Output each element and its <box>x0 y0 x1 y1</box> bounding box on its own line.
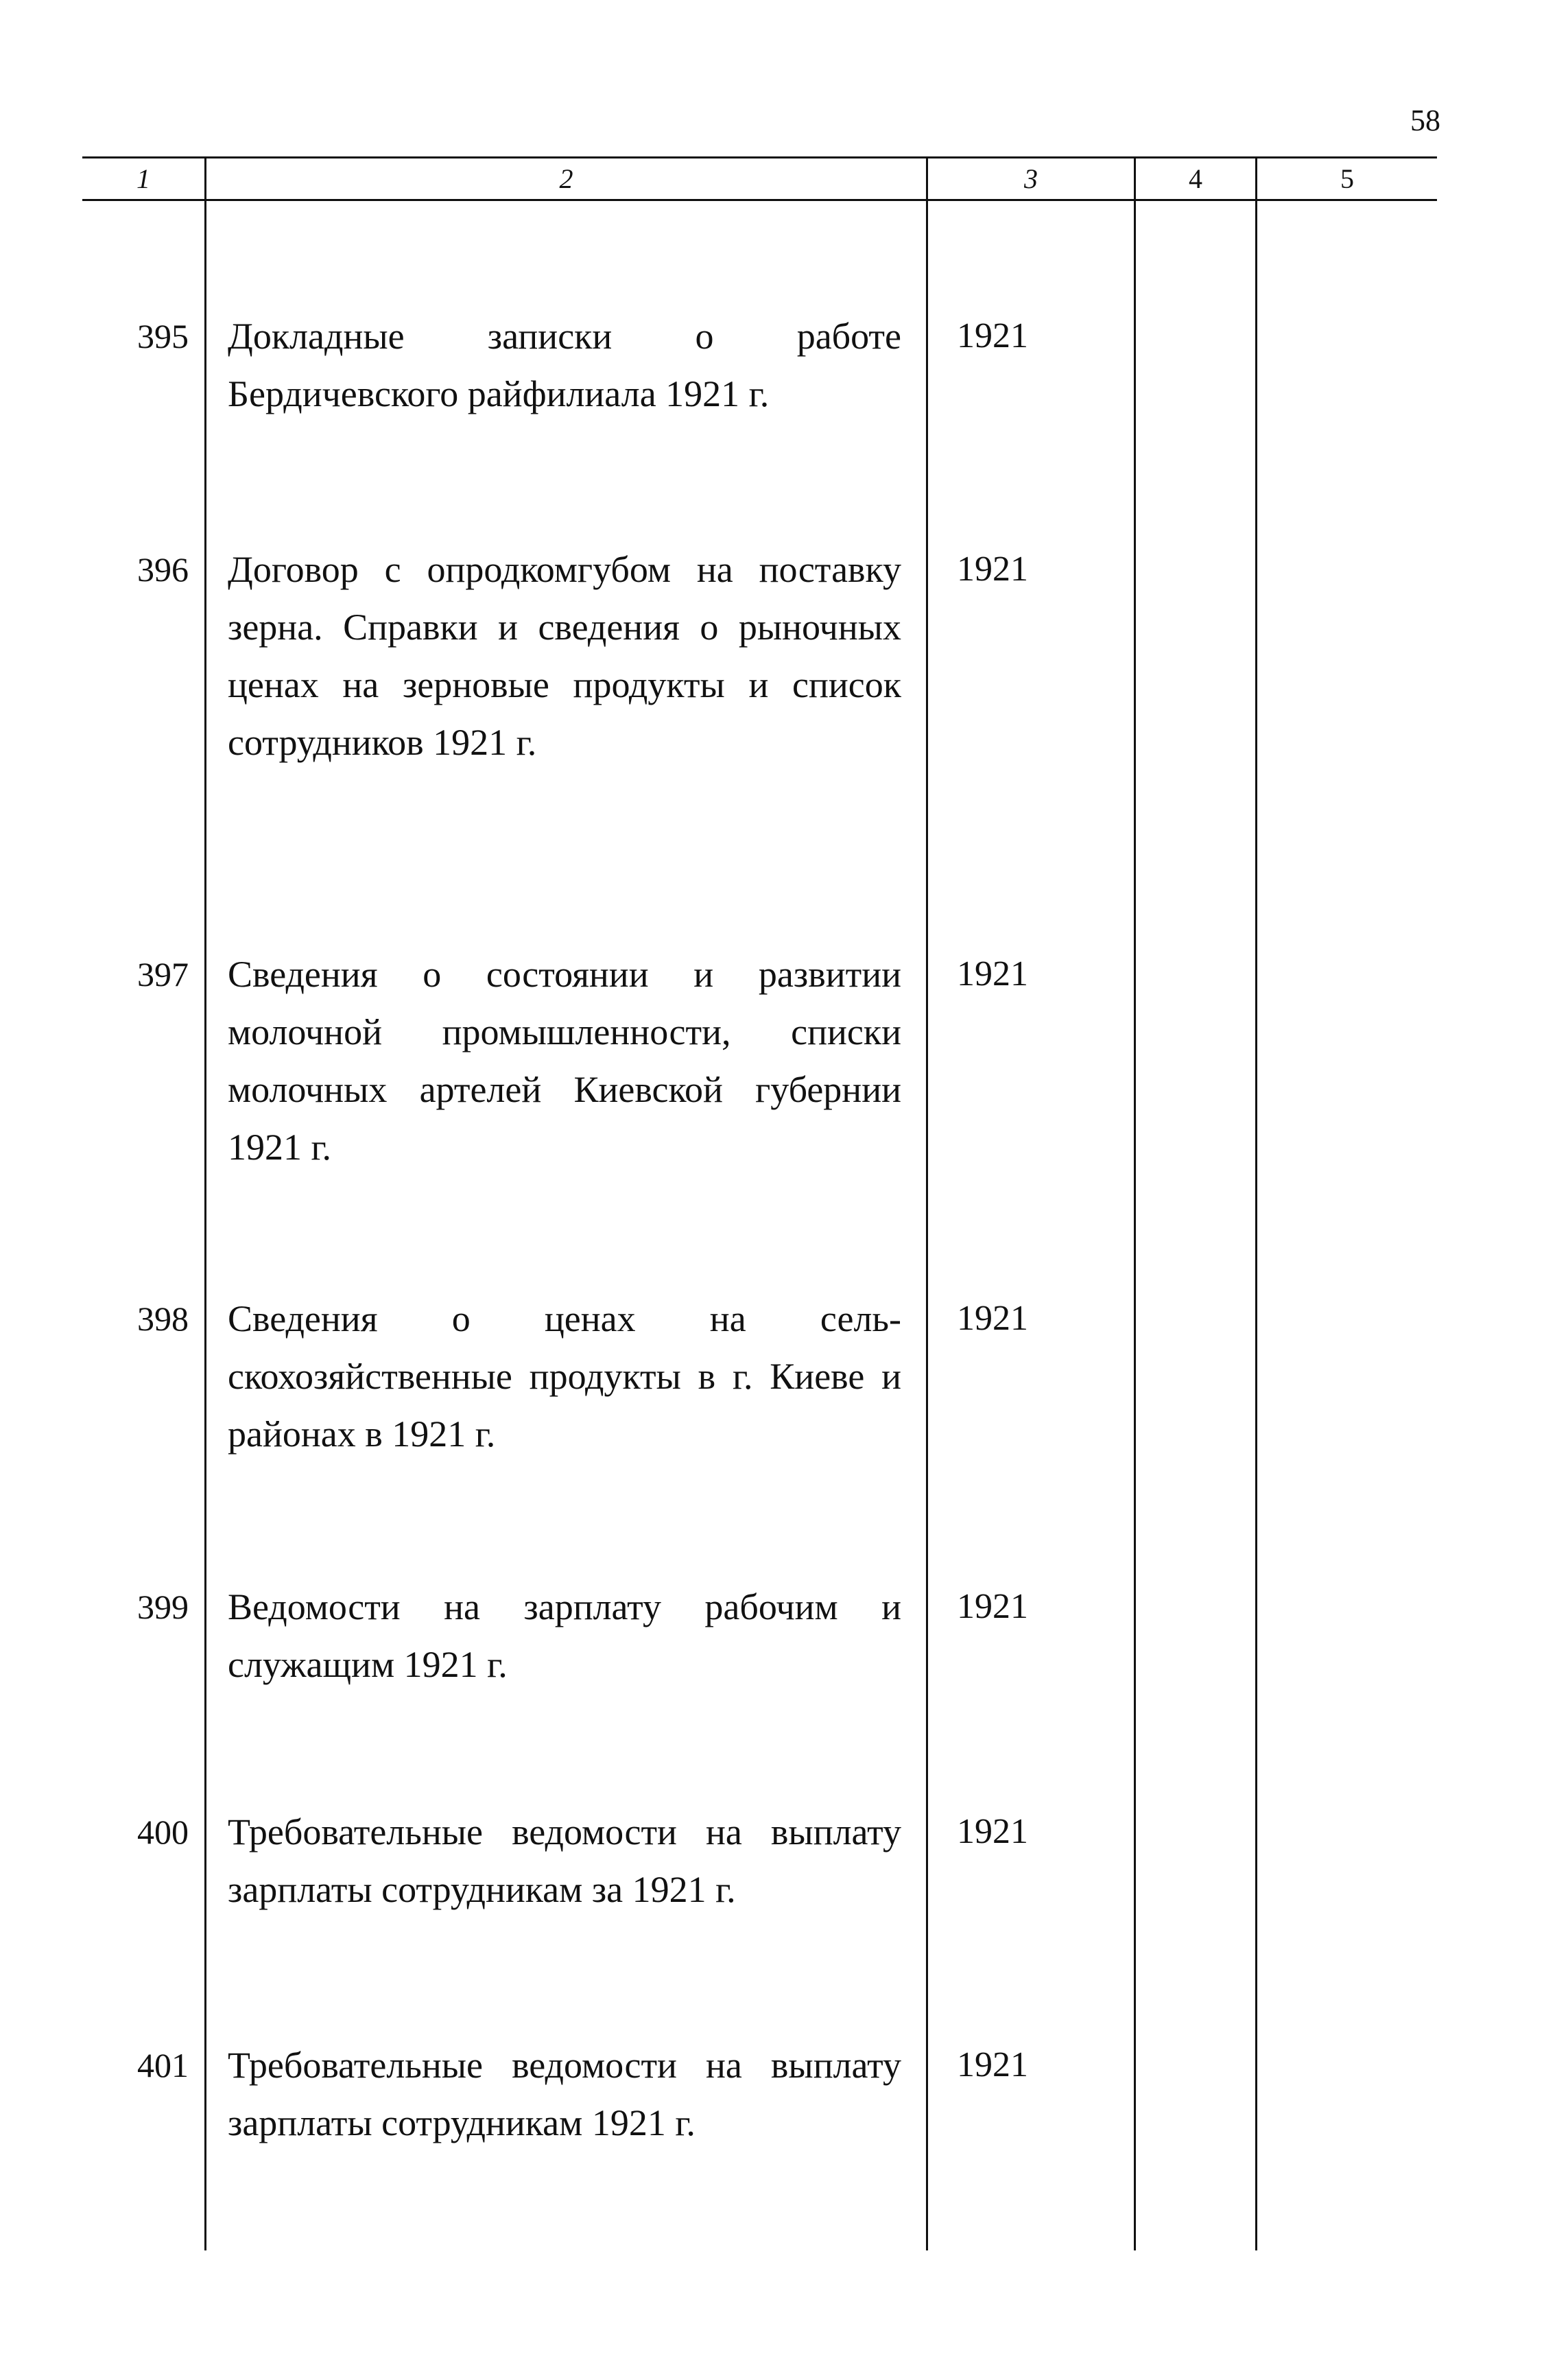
column-header-5: 5 <box>1340 163 1354 194</box>
row-year: 1921 <box>957 954 1028 993</box>
row-number: 401 <box>137 2046 189 2084</box>
row-year: 1921 <box>957 2045 1028 2084</box>
row-number: 399 <box>137 1588 189 1626</box>
column-divider-2 <box>926 158 928 2250</box>
row-title: Ведомости на зарплату рабочим и служащим 1921 г. <box>228 1586 901 1685</box>
row-number: 400 <box>137 1813 189 1851</box>
column-header-4: 4 <box>1189 163 1202 194</box>
table-header-top-rule <box>82 156 1437 158</box>
column-divider-3 <box>1134 158 1136 2250</box>
row-number: 397 <box>137 955 189 993</box>
row-title: Требовательные ведомости на выплату зарплаты сотрудникам 1921 г. <box>228 2045 901 2143</box>
table-header-bottom-rule <box>82 199 1437 201</box>
column-divider-1 <box>204 158 206 2250</box>
row-number: 396 <box>137 550 189 589</box>
column-header-1: 1 <box>136 163 150 194</box>
row-title: Сведения о ценах на сель-скохозяйственные продукты в г. Киеве и районах в 1921 г. <box>228 1298 901 1455</box>
row-number: 398 <box>137 1299 189 1338</box>
row-year: 1921 <box>957 1299 1028 1338</box>
row-title: Сведения о состоянии и развитии молочной промышленности, списки молочных артелей Киевской губернии 1921 г. <box>228 954 901 1168</box>
row-number: 395 <box>137 317 189 355</box>
row-title: Договор с опродкомгубом на поставку зерна. Справки и сведения о рыночных ценах на зерновые продукты и список сотрудников 1921 г. <box>228 549 901 763</box>
row-year: 1921 <box>957 1812 1028 1851</box>
column-divider-4 <box>1255 158 1257 2250</box>
page-number: 58 <box>1410 104 1440 137</box>
column-header-2: 2 <box>559 163 573 194</box>
row-title: Требовательные ведомости на выплату зарплаты сотрудникам за 1921 г. <box>228 1811 901 1910</box>
column-header-3: 3 <box>1024 163 1038 194</box>
row-year: 1921 <box>957 316 1028 355</box>
row-year: 1921 <box>957 1587 1028 1626</box>
row-year: 1921 <box>957 550 1028 589</box>
row-title: Докладные записки о работе Бердичевского райфилиала 1921 г. <box>228 316 901 414</box>
